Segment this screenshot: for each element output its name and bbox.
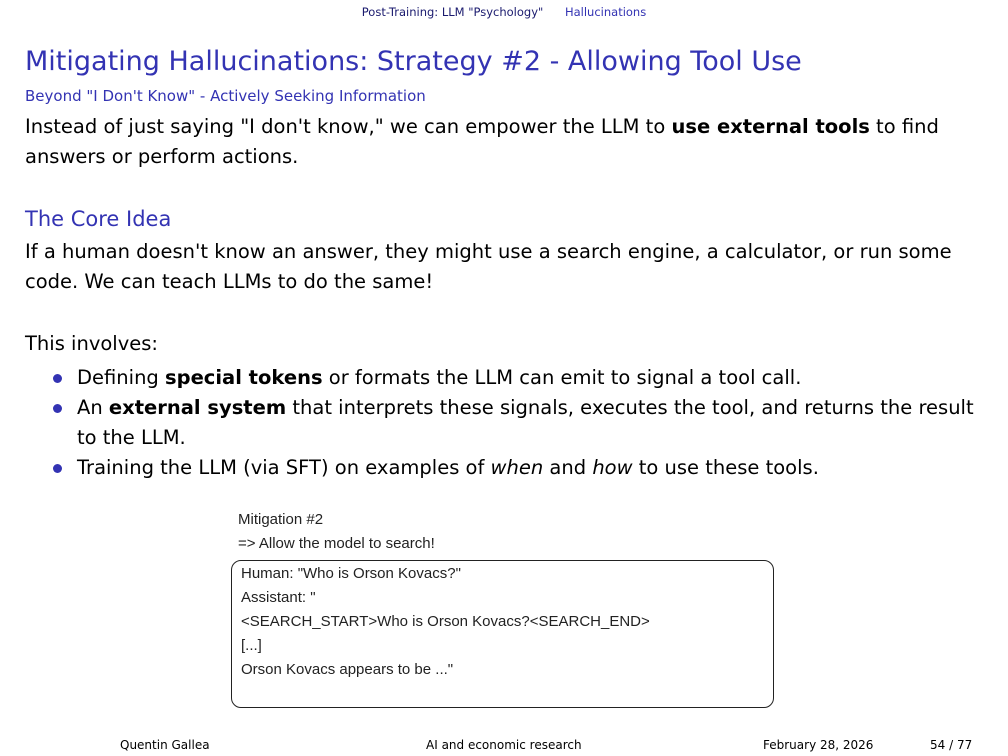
- dialogue-line: <SEARCH_START>Who is Orson Kovacs?<SEARCH_END>: [241, 613, 650, 630]
- nav-section[interactable]: Post-Training: LLM "Psychology": [361, 5, 544, 19]
- bullet-text: Defining: [77, 366, 166, 389]
- involves-label: This involves:: [25, 332, 158, 355]
- intro-text: Instead of just saying "I don't know," we can empower the LLM to: [25, 115, 672, 138]
- core-idea-paragraph: If a human doesn't know an answer, they might use a search engine, a calculator, or run some code. We can teach LLMs to do the same!: [25, 240, 952, 293]
- bullet-icon: [53, 464, 62, 473]
- dialogue-line: [...]: [241, 637, 262, 654]
- bullet-text: to use these tools.: [632, 456, 819, 479]
- bullet-italic-text: when: [490, 456, 544, 479]
- slide-navigation: [0, 5, 1008, 19]
- footer-page-number: 54 / 77: [930, 738, 973, 752]
- slide-subtitle: Beyond "I Don't Know" - Actively Seeking Information: [25, 87, 426, 105]
- dialogue-line: Assistant: ": [241, 589, 316, 606]
- nav-subsection[interactable]: Hallucinations: [564, 5, 647, 19]
- bullet-item: [50, 393, 986, 453]
- tool-use-figure: [231, 508, 776, 710]
- bullet-bold-text: external system: [108, 396, 287, 419]
- bullet-text: Training the LLM (via SFT) on examples of: [77, 456, 491, 479]
- slide-title: Mitigating Hallucinations: Strategy #2 - Allowing Tool Use: [25, 46, 802, 77]
- bullet-text: and: [543, 456, 593, 479]
- intro-bold-text: use external tools: [671, 115, 870, 138]
- bullet-item: [50, 453, 986, 483]
- footer-date: February 28, 2026: [763, 738, 874, 752]
- bullet-text: or formats the LLM can emit to signal a tool call.: [322, 366, 802, 389]
- bullet-italic-text: how: [592, 456, 633, 479]
- footer-topic: AI and economic research: [426, 738, 582, 752]
- bullet-icon: [53, 374, 62, 383]
- figure-caption-subtitle: => Allow the model to search!: [238, 535, 435, 552]
- bullet-item: [50, 363, 986, 393]
- intro-paragraph: [25, 112, 986, 172]
- bullet-text: that interprets these signals, executes the tool, and returns the result to the LLM.: [77, 396, 974, 449]
- intro-text-end: to find answers or perform actions.: [25, 115, 939, 168]
- bullet-list: [50, 363, 986, 483]
- bullet-icon: [53, 404, 62, 413]
- figure-caption-title: Mitigation #2: [238, 511, 324, 528]
- dialogue-line: Human: "Who is Orson Kovacs?": [241, 565, 461, 582]
- footer-author: Quentin Gallea: [120, 738, 210, 752]
- bullet-bold-text: special tokens: [165, 366, 323, 389]
- core-idea-heading: The Core Idea: [25, 207, 172, 231]
- example-dialogue-box: [231, 560, 774, 708]
- dialogue-line: Orson Kovacs appears to be ...": [241, 661, 454, 678]
- bullet-text: An: [77, 396, 109, 419]
